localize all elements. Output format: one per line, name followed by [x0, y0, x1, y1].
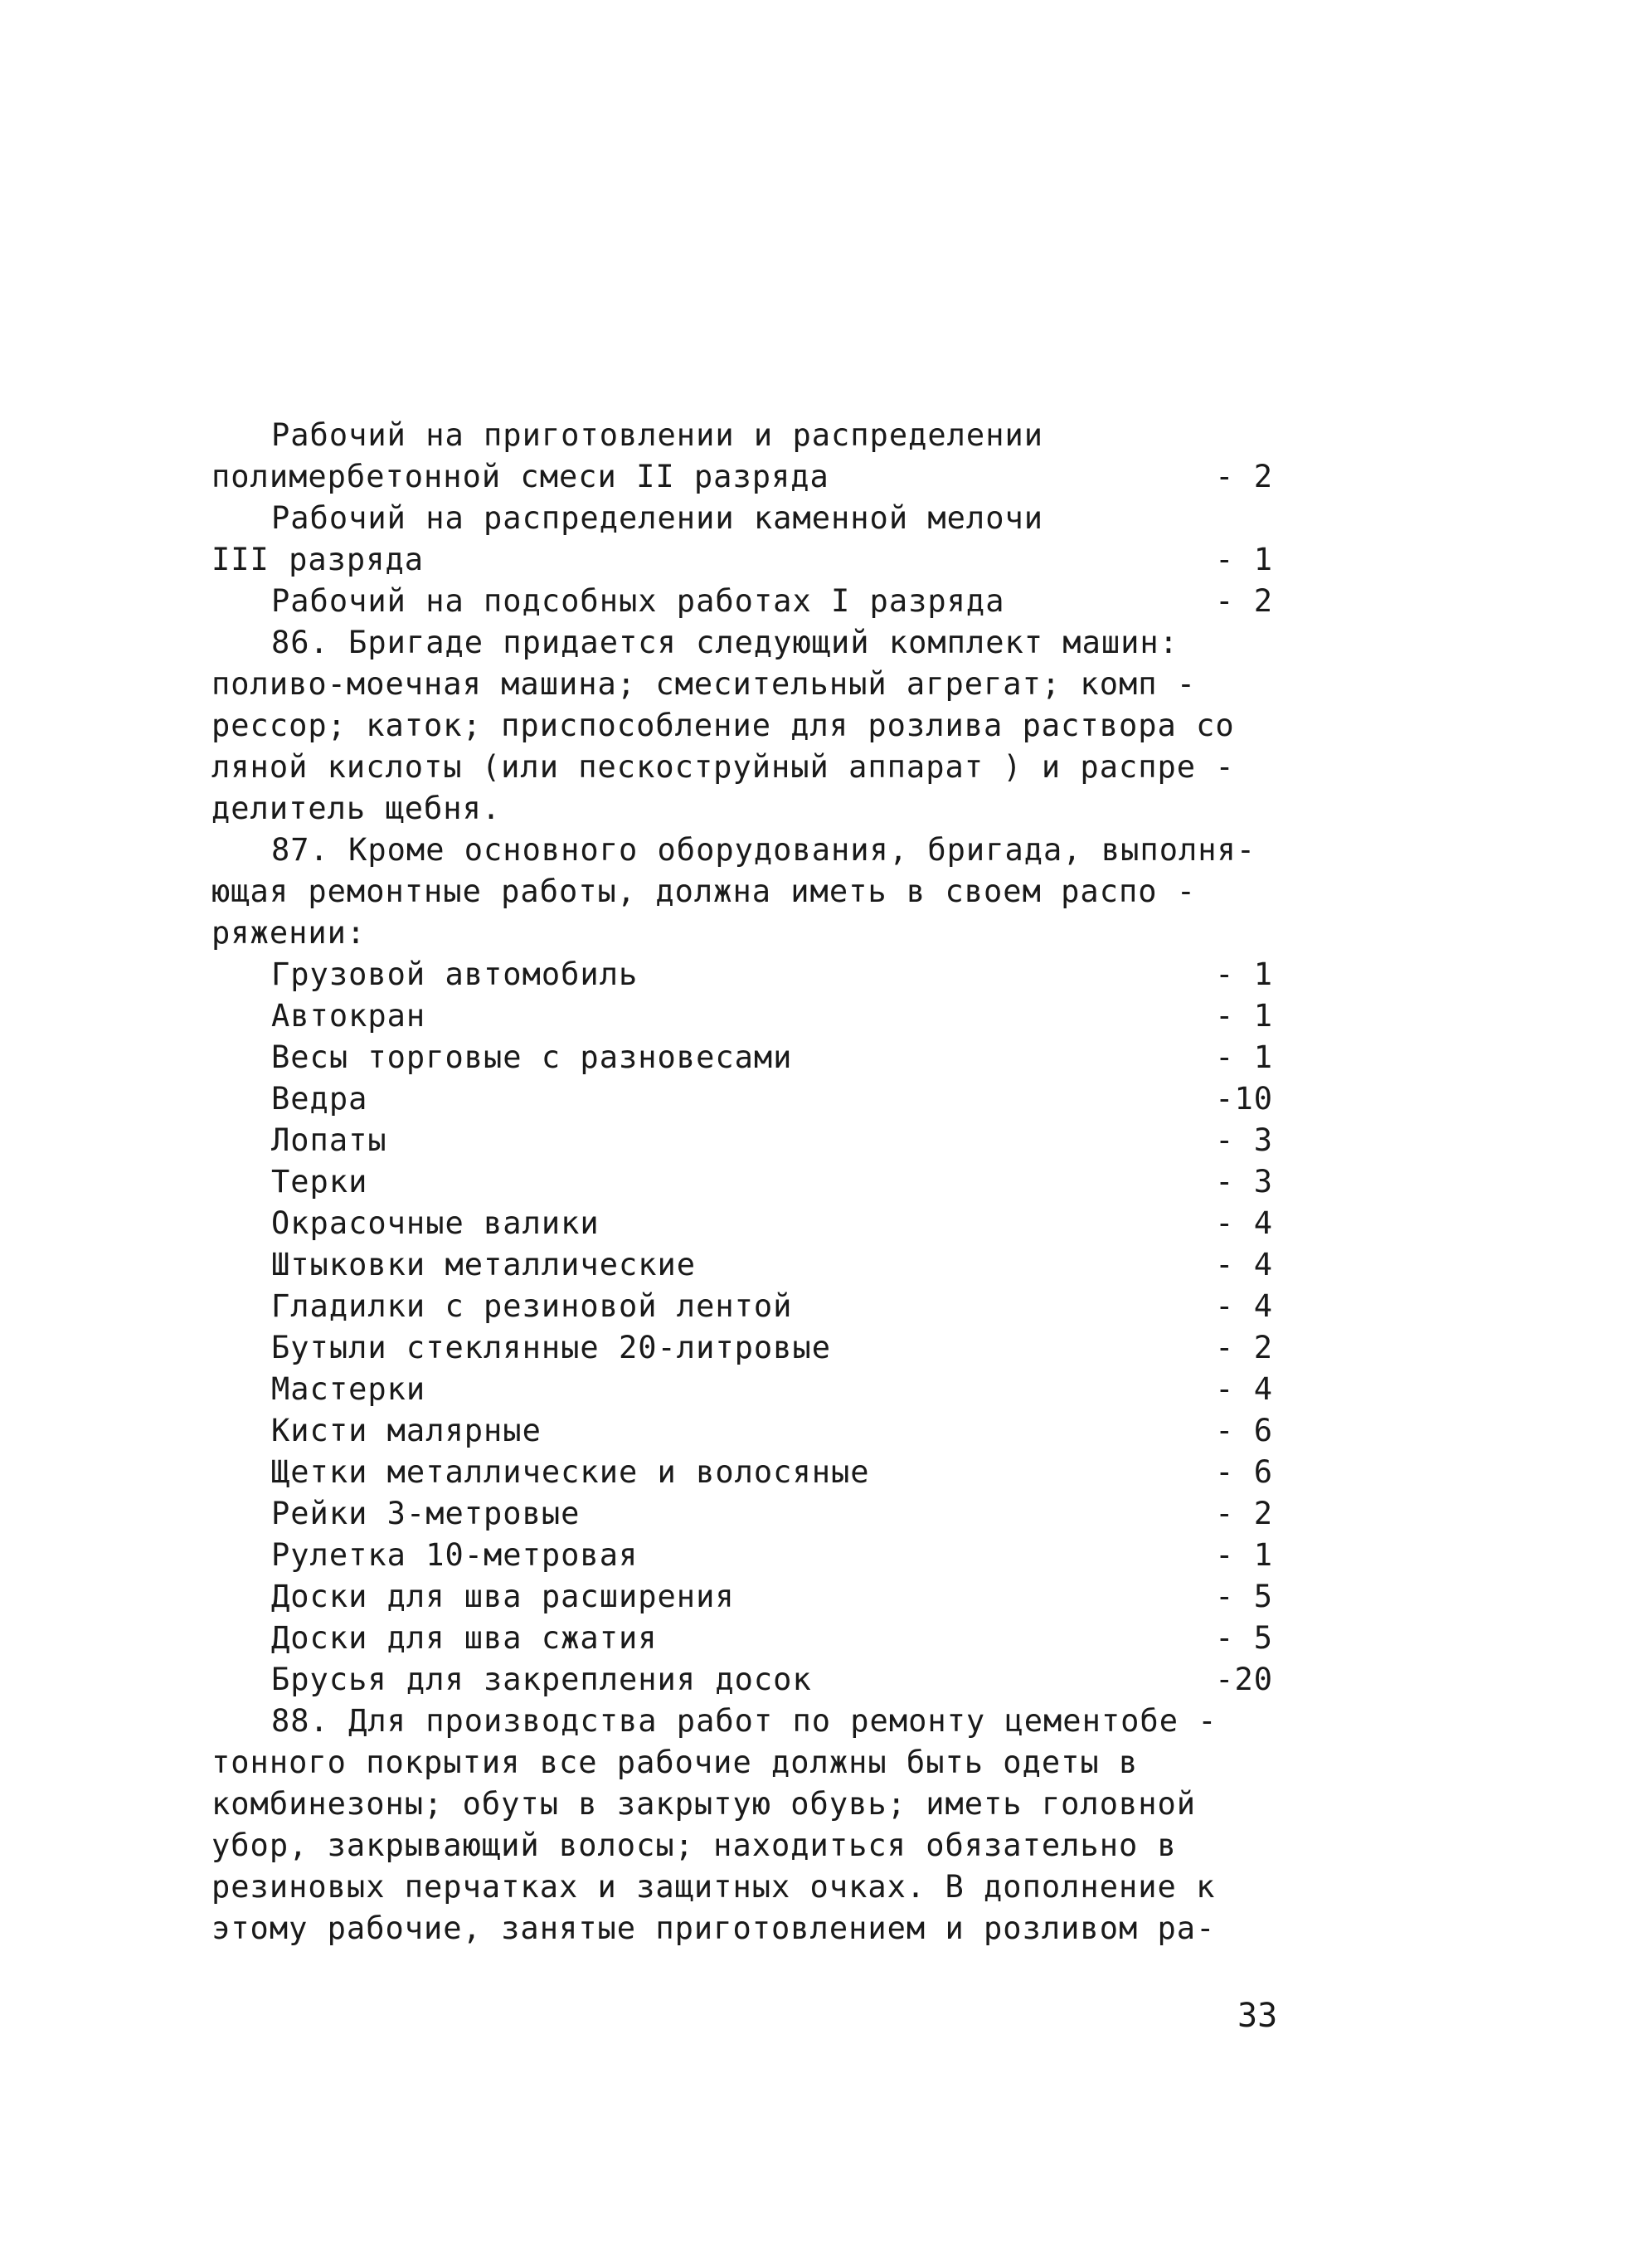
equipment-item — [211, 1327, 1306, 1369]
equipment-qty: - 5 — [1215, 1620, 1273, 1656]
equipment-item — [211, 1120, 1306, 1161]
equipment-name: Гладилки с резиновой лентой — [271, 1288, 793, 1324]
equipment-item — [211, 1369, 1306, 1410]
equipment-name: Рулетка 10-метровая — [271, 1537, 639, 1573]
page-content — [211, 415, 1306, 1949]
equipment-item — [211, 1452, 1306, 1493]
paragraph-line: поливо-моечная машина; смесительный агрегат; комп - — [211, 666, 1197, 702]
equipment-name: Доски для шва расширения — [271, 1579, 735, 1614]
equipment-name: Лопаты — [271, 1122, 387, 1158]
paragraph-line: убор, закрывающий волосы; находиться обязательно в — [211, 1828, 1177, 1863]
paragraph-line: тонного покрытия все рабочие должны быть одеты в — [211, 1745, 1139, 1780]
paragraph-line: этому рабочие, занятые приготовлением и розливом ра- — [211, 1910, 1216, 1946]
paragraph-line: комбинезоны; обуты в закрытую обувь; иметь головной — [211, 1786, 1197, 1822]
worker-text: Рабочий на распределении каменной мелочи — [271, 500, 1044, 536]
equipment-qty: - 1 — [1215, 1537, 1273, 1573]
equipment-item — [211, 1244, 1306, 1286]
paragraph-line: 87. Кроме основного оборудования, бригада, выполня- — [271, 832, 1256, 868]
paragraph-86 — [211, 622, 1306, 830]
equipment-qty: - 3 — [1215, 1164, 1273, 1200]
equipment-qty: - 5 — [1215, 1579, 1273, 1614]
equipment-item — [211, 1576, 1306, 1618]
paragraph-line: резиновых перчатках и защитных очках. В дополнение к — [211, 1869, 1216, 1905]
paragraph-line: рессор; каток; приспособление для розлива раствора со — [211, 708, 1235, 743]
equipment-name: Бутыли стеклянные 20-литровые — [271, 1330, 832, 1365]
equipment-item — [211, 954, 1306, 995]
paragraph-88 — [211, 1701, 1306, 1949]
equipment-item — [211, 1286, 1306, 1327]
worker-text: полимербетонной смеси II разряда — [211, 459, 829, 494]
equipment-qty: - 6 — [1215, 1454, 1273, 1490]
equipment-item — [211, 1410, 1306, 1452]
equipment-name: Ведра — [271, 1081, 368, 1117]
equipment-qty: - 6 — [1215, 1413, 1273, 1448]
page-number: 33 — [1237, 1997, 1278, 2035]
equipment-name: Мастерки — [271, 1371, 426, 1407]
equipment-item — [211, 1493, 1306, 1535]
equipment-name: Кисти малярные — [271, 1413, 542, 1448]
equipment-name: Рейки 3-метровые — [271, 1496, 581, 1531]
equipment-name: Штыковки металлические — [271, 1247, 697, 1282]
equipment-name: Терки — [271, 1164, 368, 1200]
paragraph-line: делитель щебня. — [211, 791, 502, 826]
paragraph-87 — [211, 830, 1306, 954]
equipment-name: Щетки металлические и волосяные — [271, 1454, 870, 1490]
equipment-item — [211, 1659, 1306, 1701]
equipment-name: Грузовой автомобиль — [271, 956, 639, 992]
equipment-list — [211, 954, 1306, 1701]
equipment-qty: - 2 — [1215, 1330, 1273, 1365]
equipment-name: Доски для шва сжатия — [271, 1620, 658, 1656]
equipment-qty: - 1 — [1215, 956, 1273, 992]
equipment-item — [211, 1535, 1306, 1576]
worker-count: - 1 — [1215, 542, 1273, 577]
equipment-name: Брусья для закрепления досок — [271, 1662, 812, 1697]
worker-count: - 2 — [1215, 459, 1273, 494]
paragraph-line: 86. Бригаде придается следующий комплект машин: — [271, 625, 1179, 660]
worker-text: III разряда — [211, 542, 425, 577]
equipment-name: Автокран — [271, 998, 426, 1034]
equipment-qty: - 4 — [1215, 1205, 1273, 1241]
paragraph-line: 88. Для производства работ по ремонту цементобе - — [271, 1703, 1218, 1739]
equipment-item — [211, 1037, 1306, 1078]
equipment-name: Весы торговые с разновесами — [271, 1039, 793, 1075]
equipment-qty: - 1 — [1215, 998, 1273, 1034]
equipment-qty: - 4 — [1215, 1288, 1273, 1324]
equipment-qty: -20 — [1215, 1662, 1273, 1697]
equipment-item — [211, 1078, 1306, 1120]
equipment-item — [211, 995, 1306, 1037]
equipment-qty: -10 — [1215, 1081, 1273, 1117]
equipment-qty: - 1 — [1215, 1039, 1273, 1075]
workers-list — [211, 415, 1306, 622]
equipment-item — [211, 1618, 1306, 1659]
equipment-qty: - 3 — [1215, 1122, 1273, 1158]
worker-count: - 2 — [1215, 583, 1273, 619]
equipment-name: Окрасочные валики — [271, 1205, 600, 1241]
paragraph-line: ляной кислоты (или пескоструйный аппарат ) и распре - — [211, 749, 1235, 785]
worker-item — [211, 498, 1306, 539]
equipment-item — [211, 1203, 1306, 1244]
paragraph-line: ряжении: — [211, 915, 367, 951]
worker-item — [211, 415, 1306, 456]
worker-text: Рабочий на приготовлении и распределении — [271, 417, 1044, 453]
equipment-qty: - 2 — [1215, 1496, 1273, 1531]
worker-text: Рабочий на подсобных работах I разряда — [271, 583, 1005, 619]
equipment-qty: - 4 — [1215, 1371, 1273, 1407]
worker-item — [211, 581, 1306, 622]
equipment-qty: - 4 — [1215, 1247, 1273, 1282]
worker-item-continued — [211, 539, 1306, 581]
worker-item-continued — [211, 456, 1306, 498]
equipment-item — [211, 1161, 1306, 1203]
paragraph-line: ющая ремонтные работы, должна иметь в своем распо - — [211, 874, 1197, 909]
